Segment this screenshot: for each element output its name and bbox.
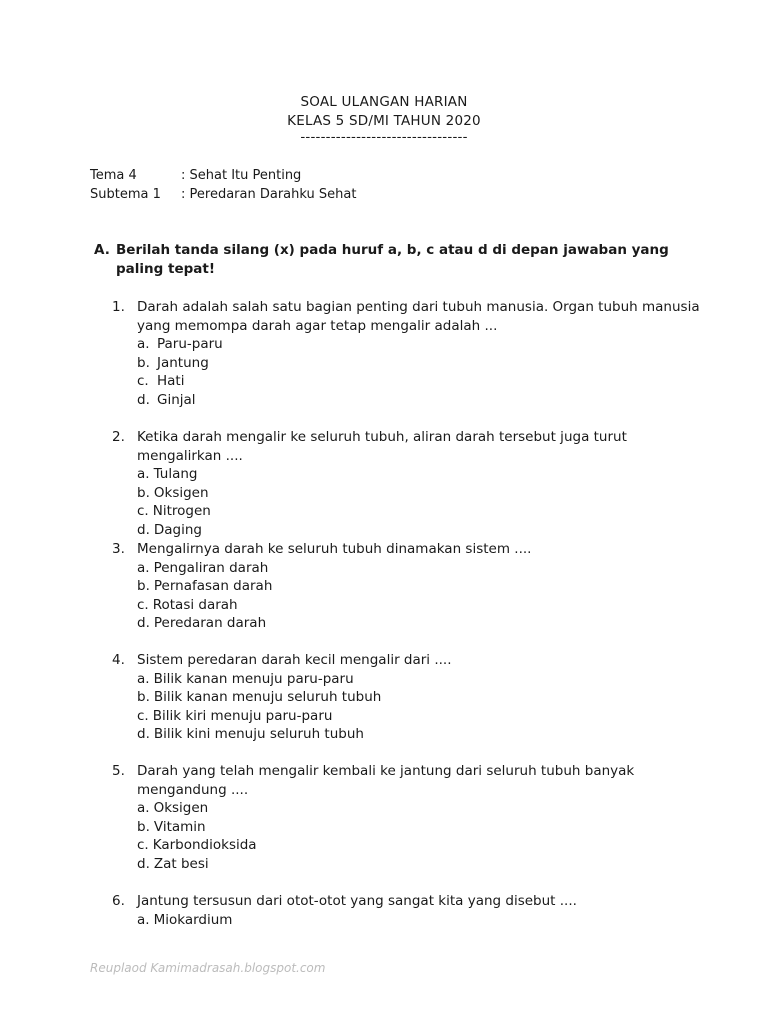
answer-options	[112, 559, 702, 633]
option-text: Bilik kanan menuju seluruh tubuh	[153, 689, 382, 705]
option-text: Jantung	[157, 354, 209, 371]
answer-option[interactable]	[137, 818, 702, 837]
option-text: Bilik kini menuju seluruh tubuh	[153, 726, 364, 742]
answer-option[interactable]	[137, 614, 702, 633]
section-letter: A.	[94, 242, 110, 258]
question-number: 2.	[112, 429, 125, 445]
subtema-row	[90, 187, 356, 202]
option-text: Nitrogen	[152, 503, 211, 519]
question-item	[112, 428, 702, 539]
answer-option[interactable]	[137, 465, 702, 484]
question-number: 1.	[112, 299, 125, 315]
question-item	[112, 540, 702, 633]
option-letter: b.	[137, 484, 150, 501]
answer-options	[112, 670, 702, 744]
option-letter: a.	[137, 911, 150, 928]
option-letter: b.	[137, 578, 150, 594]
option-text: Hati	[157, 373, 185, 389]
option-letter: b.	[137, 689, 150, 705]
exam-title: SOAL ULANGAN HARIAN	[300, 94, 468, 110]
option-letter: c.	[137, 837, 149, 853]
answer-option[interactable]	[137, 502, 702, 521]
option-text: Karbondioksida	[152, 837, 257, 853]
option-text: Miokardium	[153, 911, 233, 928]
question-item	[112, 892, 702, 929]
answer-option[interactable]	[137, 372, 702, 391]
option-letter: d.	[137, 391, 150, 408]
exam-subtitle: KELAS 5 SD/MI TAHUN 2020	[287, 113, 481, 129]
option-letter: c.	[137, 596, 149, 613]
option-letter: d.	[137, 521, 150, 538]
option-letter: d.	[137, 615, 150, 631]
answer-option[interactable]	[137, 855, 702, 874]
option-text: Bilik kiri menuju paru-paru	[152, 707, 333, 724]
answer-option[interactable]	[137, 725, 702, 744]
answer-option[interactable]	[137, 670, 702, 689]
option-letter: c.	[137, 503, 149, 519]
question-item	[112, 762, 702, 873]
answer-option[interactable]	[137, 911, 702, 930]
answer-option[interactable]	[137, 484, 702, 503]
question-number: 5.	[112, 763, 125, 779]
question-stem: Darah yang telah mengalir kembali ke jantung dari seluruh tubuh banyak mengandung ....	[137, 763, 635, 798]
option-letter: a.	[137, 336, 150, 352]
question-stem: Jantung tersusun dari otot-otot yang sangat kita yang disebut ....	[137, 893, 577, 909]
option-letter: a.	[137, 670, 150, 687]
question-stem: Ketika darah mengalir ke seluruh tubuh, aliran darah tersebut juga turut mengalirkan ....	[137, 429, 627, 464]
question-item	[112, 651, 702, 744]
option-text: Peredaran darah	[153, 615, 267, 631]
option-letter: b.	[137, 354, 150, 371]
answer-option[interactable]	[137, 577, 702, 596]
tema-label: Tema 4	[90, 168, 137, 183]
option-letter: d.	[137, 726, 150, 742]
option-text: Oksigen	[153, 484, 209, 501]
answer-options	[112, 465, 702, 539]
option-text: Daging	[153, 521, 202, 538]
answer-option[interactable]	[137, 354, 702, 373]
tema-value: : Sehat Itu Penting	[181, 168, 302, 183]
option-text: Zat besi	[153, 855, 209, 872]
answer-option[interactable]	[137, 559, 702, 578]
question-item	[112, 298, 702, 409]
answer-option[interactable]	[137, 836, 702, 855]
question-number: 4.	[112, 652, 125, 668]
question-number: 6.	[112, 893, 125, 909]
option-letter: c.	[137, 707, 149, 724]
option-letter: a.	[137, 559, 150, 576]
option-text: Ginjal	[157, 391, 196, 408]
option-letter: a.	[137, 800, 150, 816]
option-text: Vitamin	[153, 818, 206, 835]
answer-options	[112, 335, 702, 409]
option-letter: a.	[137, 466, 150, 482]
answer-option[interactable]	[137, 799, 702, 818]
question-stem: Mengalirnya darah ke seluruh tubuh dinamakan sistem ....	[137, 541, 532, 557]
option-letter: d.	[137, 855, 150, 872]
option-letter: c.	[137, 373, 149, 389]
title-divider: ---------------------------------	[300, 129, 468, 145]
subtema-label: Subtema 1	[90, 187, 161, 202]
tema-row	[90, 168, 301, 183]
question-number: 3.	[112, 541, 125, 557]
answer-option[interactable]	[137, 391, 702, 410]
option-letter: b.	[137, 818, 150, 835]
answer-options	[112, 799, 702, 873]
section-instruction: Berilah tanda silang (x) pada huruf a, b, c atau d di depan jawaban yang paling tepat!	[116, 242, 669, 277]
watermark: Reuplaod Kamimadrasah.blogspot.com	[90, 961, 326, 975]
answer-option[interactable]	[137, 596, 702, 615]
option-text: Paru-paru	[157, 336, 223, 352]
option-text: Pengaliran darah	[153, 559, 269, 576]
section-a	[94, 241, 694, 279]
answer-option[interactable]	[137, 521, 702, 540]
answer-option[interactable]	[137, 707, 702, 726]
answer-option[interactable]	[137, 335, 702, 354]
question-stem: Darah adalah salah satu bagian penting dari tubuh manusia. Organ tubuh manusia yang memompa darah agar tetap mengalir adalah ...	[137, 299, 700, 334]
option-text: Oksigen	[153, 800, 209, 816]
option-text: Rotasi darah	[152, 596, 238, 613]
subtema-value: : Peredaran Darahku Sehat	[181, 187, 357, 202]
option-text: Tulang	[153, 466, 198, 482]
answer-option[interactable]	[137, 688, 702, 707]
option-text: Pernafasan darah	[153, 578, 273, 594]
option-text: Bilik kanan menuju paru-paru	[153, 670, 354, 687]
answer-options	[112, 911, 702, 930]
question-stem: Sistem peredaran darah kecil mengalir dari ....	[137, 652, 452, 668]
